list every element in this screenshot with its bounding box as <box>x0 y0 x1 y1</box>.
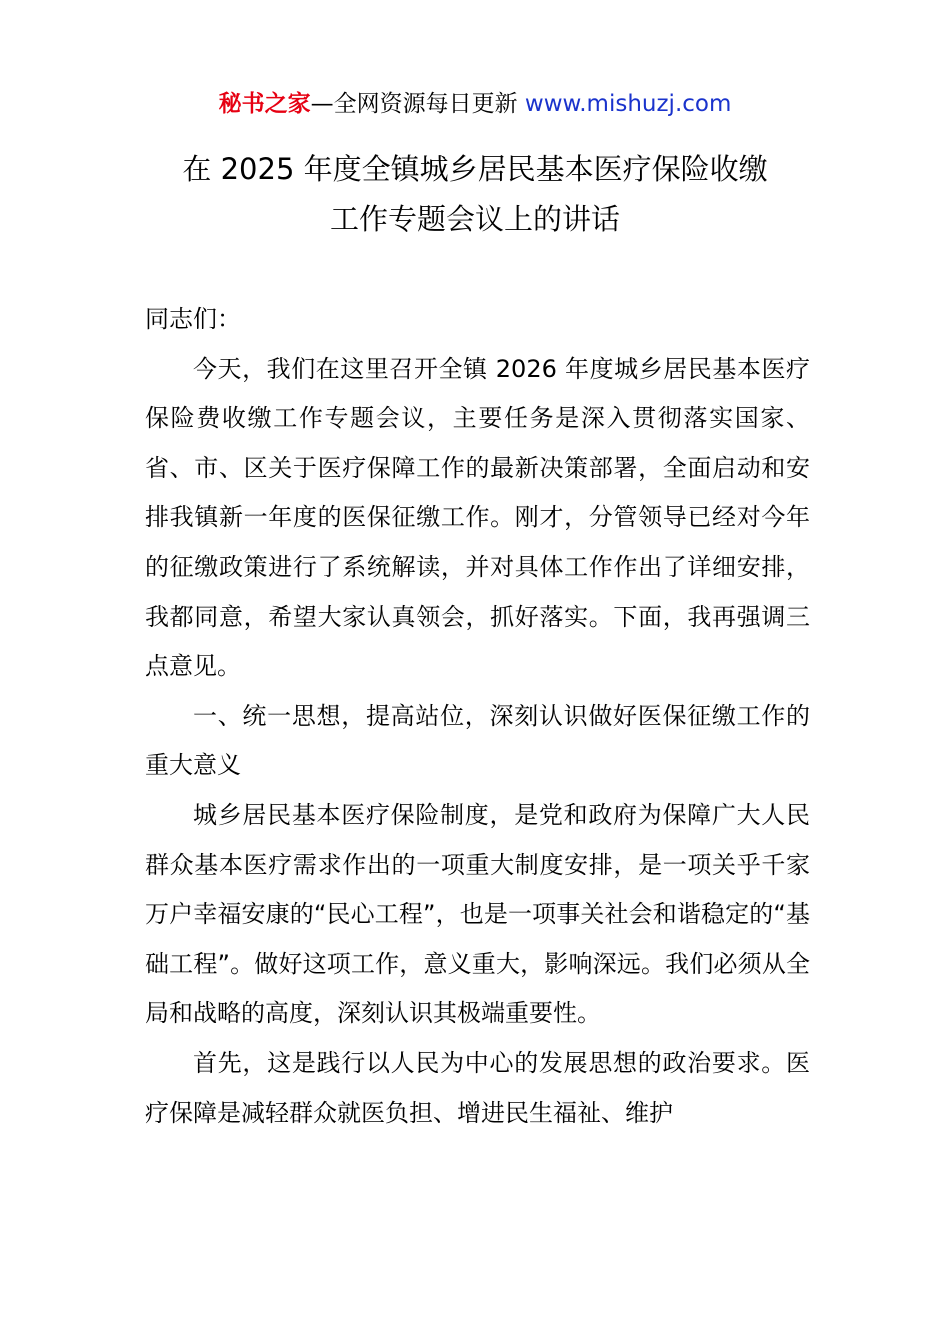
title-line-2: 工作专题会议上的讲话 <box>329 202 620 236</box>
site-header <box>0 86 950 122</box>
paragraph-intro: 今天，我们在这里召开全镇 2026 年度城乡居民基本医疗保险费收缴工作专题会议，主要任务是深入贯彻落实国家、省、市、区关于医疗保障工作的最新决策部署，全面启动和安排我镇新一年度的医保征缴工作。刚才，分管领导已经对今年的征缴政策进行了系统解读，并对具体工作作出了详细安排，我都同意，希望大家认真领会，抓好落实。下面，我再强调三点意见。 <box>145 354 810 681</box>
salutation: 同志们： <box>145 305 241 333</box>
site-url-link[interactable]: www.mishuzj.com <box>524 91 732 117</box>
title-line-1: 在 2025 年度全镇城乡居民基本医疗保险收缴 <box>182 152 768 186</box>
paragraph-significance: 城乡居民基本医疗保险制度，是党和政府为保障广大人民群众基本医疗需求作出的一项重大制度安排，是一项关乎千家万户幸福安康的“民心工程”，也是一项事关社会和谐稳定的“基础工程”。做好这项工作，意义重大，影响深远。我们必须从全局和战略的高度，深刻认识其极端重要性。 <box>145 800 810 1028</box>
paragraph-first-point: 首先，这是践行以人民为中心的发展思想的政治要求。医疗保障是减轻群众就医负担、增进民生福祉、维护 <box>145 1048 810 1127</box>
section-heading-1: 一、统一思想，提高站位，深刻认识做好医保征缴工作的重大意义 <box>145 701 810 780</box>
site-brand: 秘书之家 <box>218 91 311 117</box>
document-body <box>145 295 810 1138</box>
document-title <box>100 144 850 244</box>
site-tagline: —全网资源每日更新 <box>310 91 525 117</box>
